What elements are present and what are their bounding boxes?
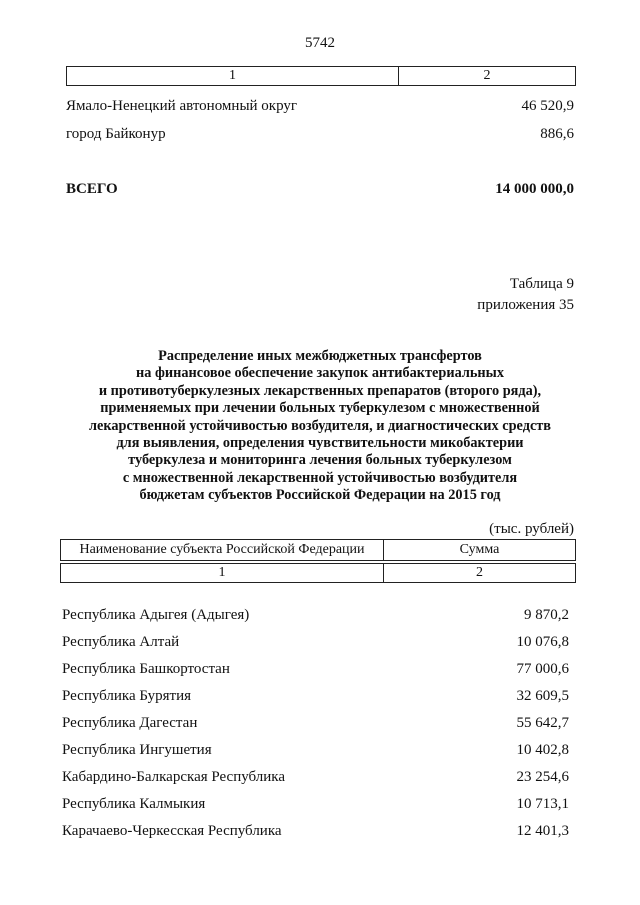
region-name: Кабардино-Балкарская Республика: [62, 769, 286, 785]
document-title: [60, 348, 580, 505]
main-table-col-numbers: [60, 563, 576, 583]
region-name: Республика Адыгея (Адыгея): [62, 607, 250, 623]
title-line: применяемых при лечении больных туберкулезом с множественной: [100, 400, 540, 417]
units-label: (тыс. рублей): [489, 521, 574, 537]
title-line: для выявления, определения чувствительности микобактерии: [116, 435, 524, 452]
top-col-number-1: 1: [67, 67, 399, 85]
region-name: Республика Ингушетия: [62, 742, 212, 758]
region-amount: 9 870,2: [524, 607, 569, 623]
table-row: [62, 634, 569, 651]
table-row: [62, 607, 569, 624]
page-number: 5742: [305, 35, 335, 51]
region-amount: 46 520,9: [521, 98, 574, 114]
main-col-number-1: 1: [61, 564, 384, 582]
region-name: город Байконур: [66, 126, 166, 142]
region-name: Республика Дагестан: [62, 715, 198, 731]
region-amount: 77 000,6: [516, 661, 569, 677]
title-line: и противотуберкулезных лекарственных препаратов (второго ряда),: [98, 382, 542, 399]
region-amount: 12 401,3: [516, 823, 569, 839]
title-line: на финансовое обеспечение закупок антибактериальных: [136, 365, 504, 382]
appendix-number: приложения 35: [477, 297, 574, 313]
total-row: [66, 181, 574, 198]
table-row: [62, 742, 569, 759]
region-name: Республика Алтай: [62, 634, 180, 650]
table-row: [62, 769, 569, 786]
region-amount: 55 642,7: [516, 715, 569, 731]
header-amount: Сумма: [459, 542, 500, 557]
title-line: бюджетам субъектов Российской Федерации на 2015 год: [139, 487, 501, 504]
table-number: Таблица 9: [509, 276, 574, 292]
region-name: Республика Бурятия: [62, 688, 192, 704]
table-row: [66, 126, 574, 143]
title-line: туберкулеза и мониторинга лечения больных туберкулезом: [128, 452, 512, 469]
table-row: [62, 823, 569, 840]
table-row: [62, 688, 569, 705]
top-table-header: [66, 66, 576, 86]
table-reference: [477, 274, 574, 316]
main-col-number-2: 2: [476, 565, 483, 580]
region-amount: 10 076,8: [516, 634, 569, 650]
region-amount: 32 609,5: [516, 688, 569, 704]
region-amount: 10 402,8: [516, 742, 569, 758]
title-line: лекарственной устойчивостью возбудителя, и диагностических средств: [88, 417, 552, 434]
main-table-header: [60, 539, 576, 561]
title-line: с множественной лекарственной устойчивостью возбудителя: [122, 469, 518, 486]
region-amount: 23 254,6: [516, 769, 569, 785]
region-name: Республика Калмыкия: [62, 796, 206, 812]
table-row: [62, 661, 569, 678]
region-amount: 10 713,1: [516, 796, 569, 812]
region-name: Ямало-Ненецкий автономный округ: [66, 98, 298, 114]
title-line: Распределение иных межбюджетных трансфертов: [158, 348, 482, 364]
table-row: [62, 796, 569, 813]
region-amount: 886,6: [540, 126, 574, 142]
region-name: Карачаево-Черкесская Республика: [62, 823, 282, 839]
total-value: 14 000 000,0: [495, 181, 574, 197]
region-name: Республика Башкортостан: [62, 661, 230, 677]
total-label: ВСЕГО: [66, 181, 118, 197]
table-row: [62, 715, 569, 732]
table-row: [66, 98, 574, 115]
header-region-name: Наименование субъекта Российской Федерации: [61, 540, 384, 560]
top-col-number-2: 2: [483, 68, 491, 83]
